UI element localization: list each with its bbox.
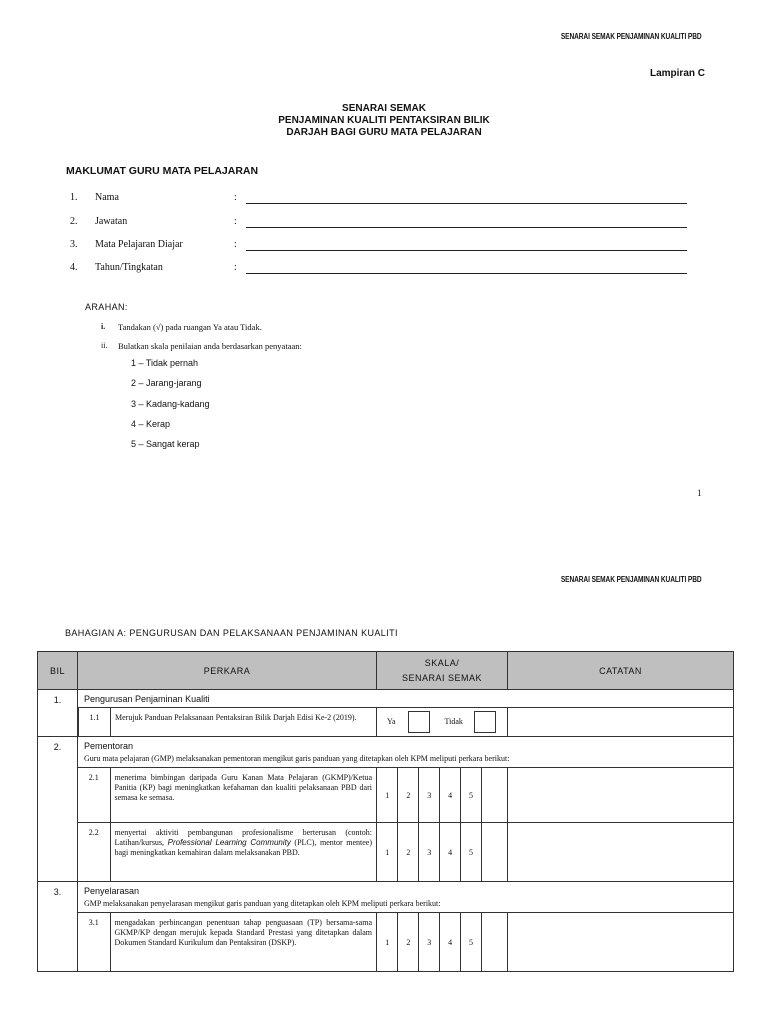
field-label: Tahun/Tingkatan [95, 262, 163, 273]
field-number: 3. [70, 239, 78, 250]
scale-option-2[interactable]: 2 [398, 913, 419, 971]
item-cell [78, 913, 377, 972]
remarks-cell[interactable] [508, 708, 734, 737]
field-label: Nama [95, 192, 119, 203]
column-header-skala-line-1: SKALA/ [424, 658, 460, 668]
field-number: 1. [70, 192, 78, 203]
no-label: Tidak [444, 716, 463, 726]
scale-item: 4 – Kerap [131, 419, 171, 429]
item-number: 2.1 [78, 768, 110, 822]
section-title: Pengurusan Penjaminan Kualiti [78, 690, 734, 708]
instruction-number: ii. [101, 341, 108, 350]
scale-cell [377, 768, 508, 823]
remarks-cell[interactable] [508, 768, 734, 823]
scale-option-2[interactable]: 2 [398, 823, 419, 881]
table-row [38, 823, 734, 882]
scale-item: 2 – Jarang-jarang [131, 378, 202, 388]
field-colon: : [234, 239, 237, 250]
field-label: Mata Pelajaran Diajar [95, 239, 183, 250]
item-number: 3.1 [78, 913, 110, 971]
scale-option-4[interactable]: 4 [440, 913, 461, 971]
table-row [38, 708, 734, 737]
scale-option-3[interactable]: 3 [419, 913, 440, 971]
scale-option-4[interactable]: 4 [440, 823, 461, 881]
item-text: mengadakan perbincangan penentuan tahap penguasaan (TP) bersama-sama GKMP/KP dengan merujuk kepada Standard Prestasi yang ditetapkan dalam Dokumen Standard Kurikulum dan Pentaksiran (DSKP). [110, 913, 376, 971]
yes-checkbox[interactable] [408, 711, 430, 733]
scale-option-3[interactable]: 3 [419, 768, 440, 822]
section-number: 2. [38, 737, 78, 882]
item-text: Merujuk Panduan Pelaksanaan Pentaksiran Bilik Darjah Edisi Ke-2 (2019). [111, 708, 377, 736]
scale-option-5[interactable]: 5 [461, 768, 482, 822]
remarks-cell[interactable] [508, 823, 734, 882]
section-row [38, 737, 734, 768]
field-number: 4. [70, 262, 78, 273]
scale-option-2[interactable]: 2 [398, 768, 419, 822]
item-text: menerima bimbingan daripada Guru Kanan Mata Pelajaran (GKMP)/Ketua Panitia (KP) bagi meningkatkan kefahaman dan kualiti pelaksanaan PBD dari semasa ke semasa. [110, 768, 376, 822]
instructions-heading: ARAHAN: [85, 302, 128, 312]
scale-option-5[interactable]: 5 [461, 913, 482, 971]
field-label: Jawatan [95, 216, 128, 227]
item-text-italic: Professional Learning Community [167, 838, 291, 847]
scale-option-5[interactable]: 5 [461, 823, 482, 881]
checklist-table [37, 651, 734, 972]
document-title-line-1: SENARAI SEMAK [342, 103, 426, 114]
section-title: Pementoran [84, 741, 134, 751]
yes-no-cell [377, 708, 508, 737]
item-cell [78, 823, 377, 882]
scale-cell [377, 913, 508, 972]
item-text-part: (PLC), mentor mentee) bagi meningkatkan kemahiran dalam melaksanakan PBD. [114, 838, 372, 857]
scale-item: 1 – Tidak pernah [131, 358, 199, 368]
section-number: 1. [38, 690, 78, 737]
instruction-number: i. [101, 322, 106, 331]
item-cell [78, 708, 377, 737]
scale-option-1[interactable]: 1 [377, 768, 398, 822]
running-header: SENARAI SEMAK PENJAMINAN KUALITI PBD [561, 575, 702, 584]
instruction-text: Tandakan (√) pada ruangan Ya atau Tidak. [118, 322, 262, 332]
running-header: SENARAI SEMAK PENJAMINAN KUALITI PBD [561, 32, 702, 41]
page-number: 1 [697, 488, 702, 498]
section-description: GMP melaksanakan penyelarasan mengikut garis panduan yang ditetapkan oleh KPM meliputi perkara berikut: [84, 899, 441, 908]
section-header-cell [78, 882, 734, 913]
column-header-catatan: CATATAN [508, 652, 734, 690]
field-colon: : [234, 216, 237, 227]
table-row [38, 913, 734, 972]
remarks-cell[interactable] [508, 913, 734, 972]
part-a-heading: BAHAGIAN A: PENGURUSAN DAN PELAKSANAAN PENJAMINAN KUALITI [65, 628, 398, 638]
name-input-line[interactable] [246, 203, 687, 204]
column-header-perkara: PERKARA [78, 652, 377, 690]
field-colon: : [234, 262, 237, 273]
appendix-label: Lampiran C [649, 68, 705, 79]
scale-option-1[interactable]: 1 [377, 913, 398, 971]
document-title-line-2: PENJAMINAN KUALITI PENTAKSIRAN BILIK [278, 115, 490, 126]
item-text-part: menyertai aktiviti pembangunan profesionalisme berterusan (contoh: Latihan/kursus, [114, 828, 372, 847]
scale-item: 5 – Sangat kerap [131, 439, 200, 449]
section-title: Penyelarasan [84, 886, 140, 896]
subject-input-line[interactable] [246, 250, 687, 251]
scale-cell [377, 823, 508, 882]
scale-option-1[interactable]: 1 [377, 823, 398, 881]
instruction-text: Bulatkan skala penilaian anda berdasarkan penyataan: [118, 341, 302, 351]
scale-item: 3 – Kadang-kadang [131, 399, 210, 409]
item-text [110, 823, 376, 881]
yes-label: Ya [387, 716, 396, 726]
position-input-line[interactable] [246, 227, 687, 228]
section-number: 3. [38, 882, 78, 972]
item-cell [78, 768, 377, 823]
section-row [38, 690, 734, 708]
column-header-bil: BIL [38, 652, 78, 690]
year-form-input-line[interactable] [246, 273, 687, 274]
scale-option-3[interactable]: 3 [419, 823, 440, 881]
column-header-skala-line-2: SENARAI SEMAK [401, 673, 483, 683]
teacher-info-heading: MAKLUMAT GURU MATA PELAJARAN [66, 165, 259, 177]
field-colon: : [234, 192, 237, 203]
no-checkbox[interactable] [474, 711, 496, 733]
section-row [38, 882, 734, 913]
table-row [38, 768, 734, 823]
document-title-line-3: DARJAH BAGI GURU MATA PELAJARAN [286, 127, 482, 138]
column-header-skala [377, 652, 508, 690]
section-header-cell [78, 737, 734, 768]
section-description: Guru mata pelajaran (GMP) melaksanakan pementoran mengikut garis panduan yang ditetapkan oleh KPM meliputi perkara berikut: [84, 754, 510, 763]
scale-option-4[interactable]: 4 [440, 768, 461, 822]
table-header-row [38, 652, 734, 690]
item-number: 2.2 [78, 823, 110, 881]
field-number: 2. [70, 216, 78, 227]
item-number: 1.1 [79, 708, 111, 736]
